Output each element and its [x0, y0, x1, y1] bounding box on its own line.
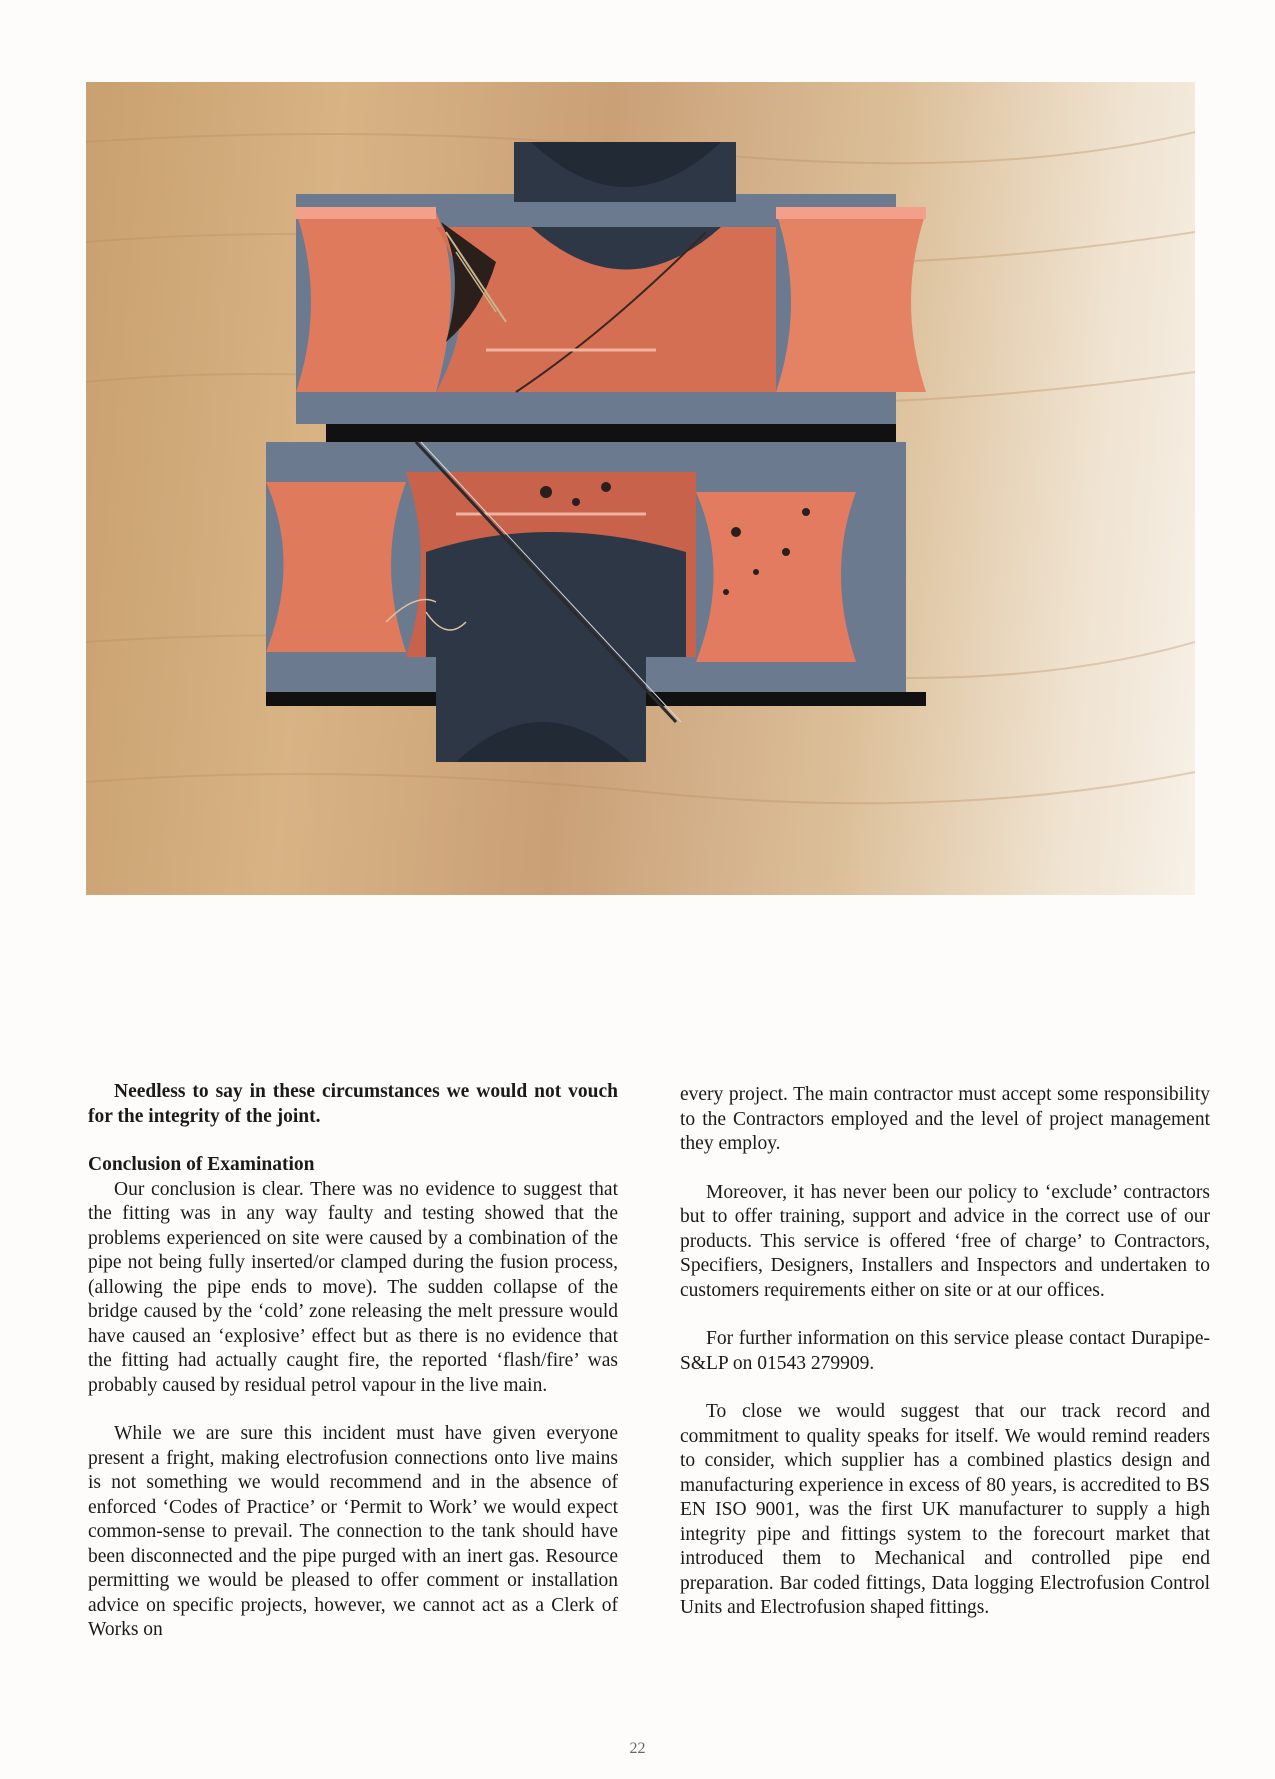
lead-statement: Needless to say in these circumstances we would not vouch for the integrity of the joint. — [88, 1081, 618, 1127]
incident-paragraph: While we are sure this incident must have given everyone present a fright, making electrofusion connections onto live mains is not something we would recommend and in the absence of enforced ‘Codes of Practice’ or ‘Permit to Work’ we would expect common-sense to prevail. The connection to the tank should have been disconnected and the pipe purged with an inert gas. Resource permitting we would be pleased to offer comment or installation advice on specific projects, however, we cannot act as a Clerk of Works on — [88, 1423, 618, 1640]
page-number: 22 — [629, 1740, 646, 1757]
conclusion-paragraph: Our conclusion is clear. There was no evidence to suggest that the fitting was in any way faulty and testing showed that the problems experienced on site were caused by a combination of the pipe not being fully inserted/or clamped during the fusion process, (allowing the pipe ends to move). The sudden collapse of the bridge caused by the ‘cold’ zone releasing the melt pressure would have caused an ‘explosive’ effect but as there is no evidence that the fitting had actually caught fire, the reported ‘flash/fire’ was probably caused by residual petrol vapour in the live main. — [88, 1178, 618, 1396]
tee-fitting-icon — [86, 82, 1195, 895]
contact-paragraph: For further information on this service please contact Durapipe-S&LP on 01543 279909. — [680, 1328, 1210, 1374]
left-text-column — [88, 1080, 618, 1643]
policy-paragraph: Moreover, it has never been our policy to ‘exclude’ contractors but to offer training, support and advice in the correct use of our products. This service is offered ‘free of charge’ to Contractors, Specifiers, Designers, Installers and Inspectors and undertaken to customers requirements either on site or at our offices. — [680, 1181, 1210, 1301]
closing-paragraph: To close we would suggest that our track record and commitment to quality speaks for itself. We would remind readers to consider, which supplier has a combined plastics design and manufacturing experience in excess of 80 years, is accredited to BS EN ISO 9001, was the first UK manufacturer to supply a high integrity pipe and fittings system to the forecourt market that introduced them to Mechanical and controlled pipe end preparation. Bar coded fittings, Data logging Electrofusion Control Units and Electrofusion shaped fittings. — [680, 1401, 1210, 1618]
section-heading: Conclusion of Examination — [88, 1154, 315, 1175]
fitting-cross-section-photo — [86, 82, 1195, 895]
continuation-paragraph: every project. The main contractor must accept some responsibility to the Contractors employed and the level of project management they employ. — [680, 1084, 1210, 1154]
right-text-column — [680, 1083, 1210, 1621]
